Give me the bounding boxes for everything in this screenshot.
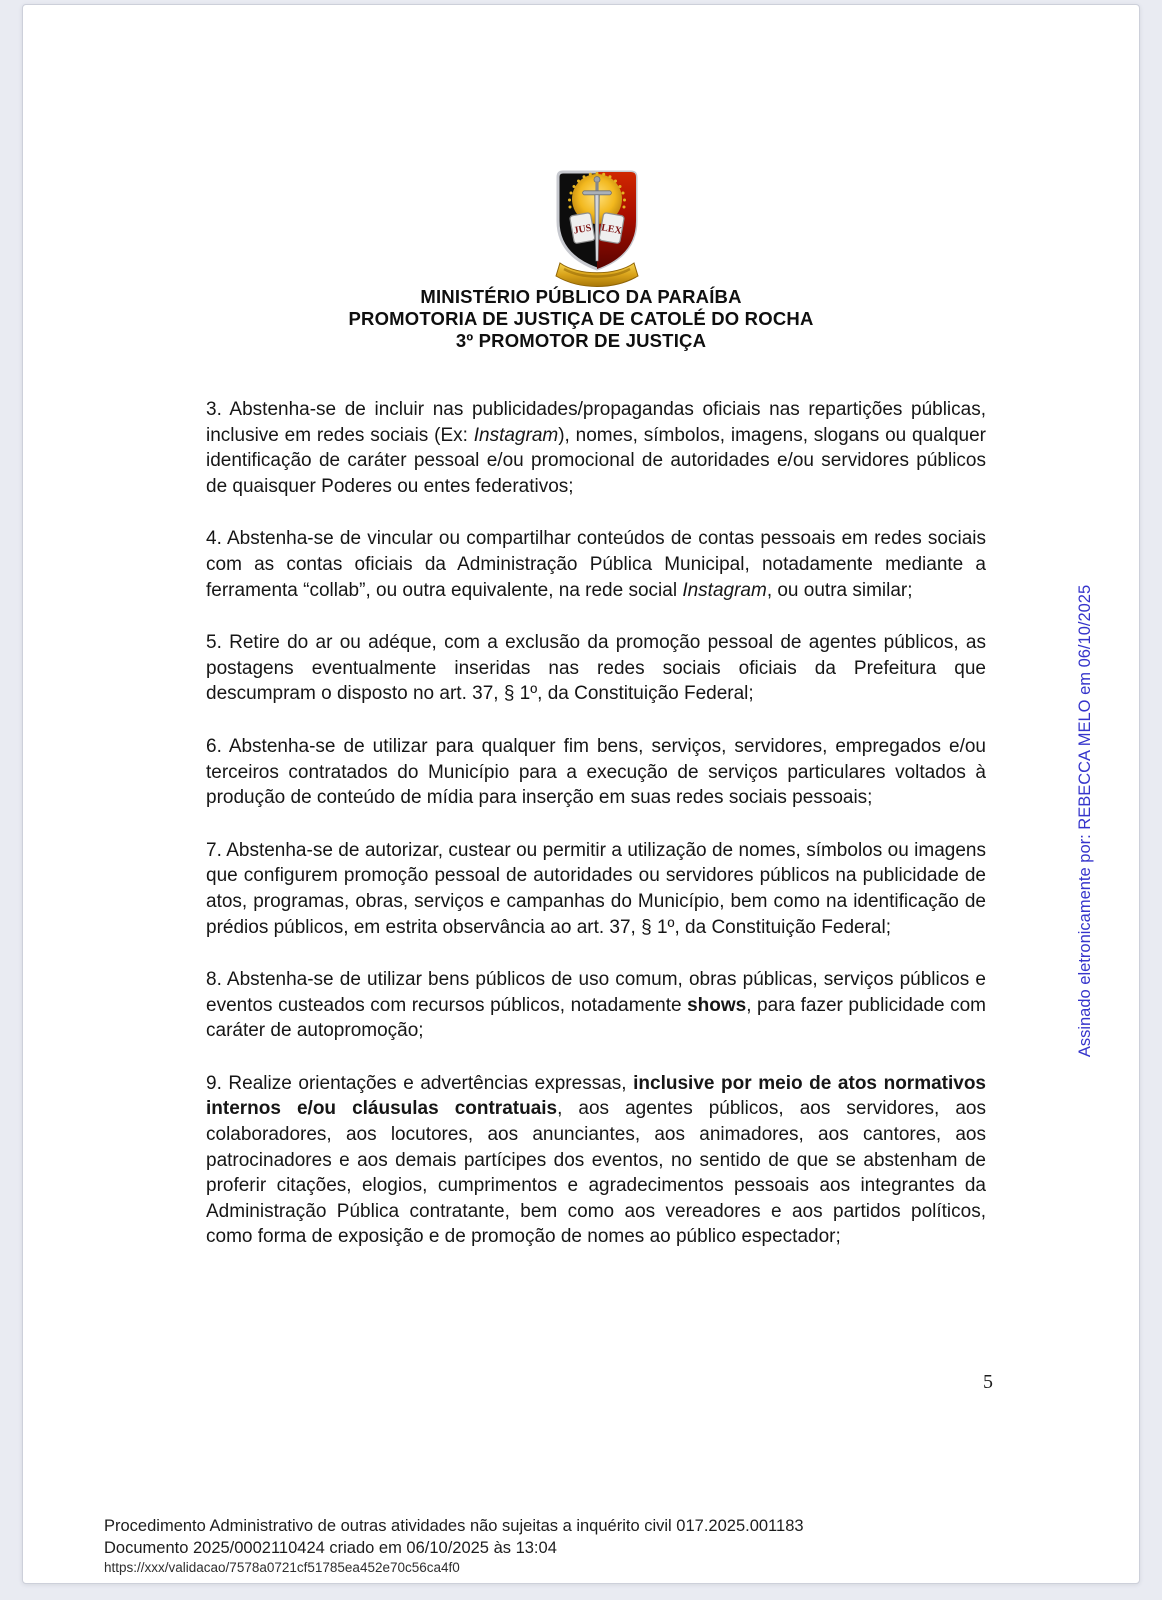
page-number: 5 (983, 1371, 993, 1393)
document-footer (104, 1515, 804, 1576)
text-segment: , para fazer publicidade com caráter de autopromoção; (206, 994, 986, 1042)
paragraph-item-4 (206, 526, 986, 603)
text-segment: 3. Abstenha-se de incluir nas publicidades/propagandas oficiais nas repartições públicas, inclusive em redes sociais (Ex: (206, 399, 986, 446)
text-segment: 6. Abstenha-se de utilizar para qualquer fim bens, serviços, servidores, empregados e/ou terceiros contratados do Município para a execução de serviços particulares voltados à produção de conteúdo de mídia para inserção em suas redes sociais pessoais; (206, 735, 986, 809)
org-name-line2: PROMOTORIA DE JUSTIÇA DE CATOLÉ DO ROCHA (348, 308, 814, 329)
text-segment: , ou outra similar; (766, 579, 913, 601)
paragraph-item-3 (206, 397, 986, 499)
org-header (23, 286, 1139, 352)
paragraph-item-9 (206, 1071, 986, 1250)
text-segment: 8. Abstenha-se de utilizar bens públicos de uso comum, obras públicas, serviços públicos e eventos custeados com recursos públicos, notadamente (206, 969, 986, 1016)
text-segment: 9. Realize orientações e advertências expressas, (206, 1072, 634, 1094)
text-segment: ), nomes, símbolos, imagens, slogans ou qualquer identificação de caráter pessoal e/ou promocional de autoridades e/ou servidores públicos de quaisquer Poderes ou entes federativos; (206, 424, 986, 497)
text-segment: 4. Abstenha-se de vincular ou compartilhar conteúdos de contas pessoais em redes sociais com as contas oficiais da Administração Pública Municipal, notadamente mediante a ferramenta “collab”, ou outra equivalente, na rede social (206, 528, 986, 601)
electronic-signature-stamp: Assinado eletronicamente por: REBECCA MELO em 06/10/2025 (1076, 584, 1094, 1058)
paragraph-item-8 (206, 967, 986, 1044)
text-segment: inclusive por meio de atos normativos internos e/ou cláusulas contratuais (206, 1072, 986, 1120)
paragraph-item-5 (206, 630, 986, 707)
text-segment: Instagram (682, 579, 767, 601)
text-segment: Instagram (473, 424, 559, 446)
document-body (206, 397, 986, 1277)
text-segment: 5. Retire do ar ou adéque, com a exclusão da promoção pessoal de agentes públicos, as postagens eventualmente inseridas nas redes sociais oficiais da Prefeitura que descumpram o disposto no art. 37, § 1º, da Constituição Federal; (206, 632, 986, 705)
text-segment: , aos agentes públicos, aos servidores, aos colaboradores, aos locutores, aos anunciantes, aos animadores, aos cantores, aos patrocinadores e aos demais partícipes dos eventos, no sentido de que se abstenham de proferir citações, elogios, cumprimentos e agradecimentos pessoais aos integrantes da Administração Pública contratante, bem como aos vereadores e aos partidos políticos, como forma de exposição e de promoção de nomes ao público espectador; (206, 1098, 986, 1248)
svg-text:JUS: JUS (572, 222, 593, 237)
shield-icon (558, 167, 644, 277)
text-segment: 7. Abstenha-se de autorizar, custear ou permitir a utilização de nomes, símbolos ou imagens que configurem promoção pessoal de autoridades ou servidores públicos na publicidade de atos, programas, obras, serviços e campanhas do Município, bem como na identificação de prédios públicos, em estrita observância ao art. 37, § 1º, da Constituição Federal; (206, 839, 986, 938)
paragraph-item-6 (206, 734, 986, 811)
svg-text:LEX: LEX (600, 222, 623, 237)
footer-procedure-line: Procedimento Administrativo de outras atividades não sujeitas a inquérito civil 017.2025.001183 (104, 1517, 804, 1535)
footer-document-line: Documento 2025/0002110424 criado em 06/10/2025 às 13:04 (104, 1539, 557, 1557)
mppb-emblem (550, 167, 644, 295)
document-page (22, 4, 1140, 1584)
org-name-line1: MINISTÉRIO PÚBLICO DA PARAÍBA (420, 286, 742, 307)
text-segment: shows (687, 994, 747, 1016)
paragraph-item-7 (206, 838, 986, 940)
footer-validation-url: https://xxx/validacao/7578a0721cf51785ea452e70c56ca4f0 (104, 1560, 460, 1575)
org-name-line3: 3º PROMOTOR DE JUSTIÇA (455, 330, 707, 351)
